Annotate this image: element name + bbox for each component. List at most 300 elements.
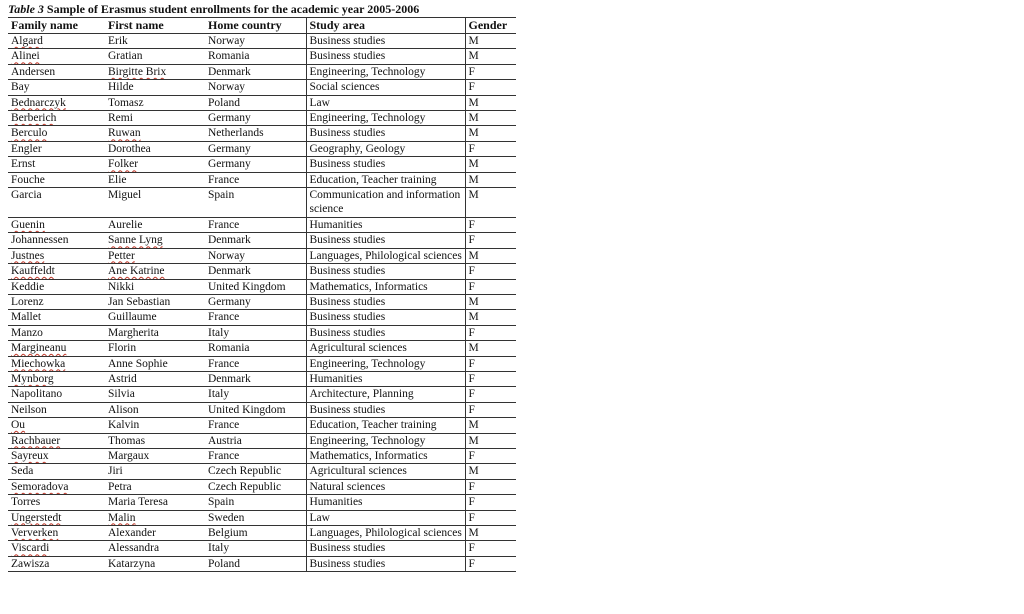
study-area-cell: [306, 294, 465, 309]
family-name-cell-text: Sayreux: [11, 449, 49, 462]
study-area-cell: [306, 556, 465, 571]
study-area-cell: [306, 188, 465, 218]
family-name-cell-text: Rachbauer: [11, 434, 61, 447]
first-name-cell: [105, 264, 205, 279]
table-row: [8, 157, 516, 172]
home-country-cell: [205, 464, 306, 479]
study-area-cell-text: Business studies: [309, 158, 386, 171]
table-row: [8, 510, 516, 525]
home-country-cell-text: Germany: [208, 142, 251, 155]
table-row: [8, 479, 516, 494]
gender-cell: [465, 264, 516, 279]
family-name-cell-text: Miechowka: [11, 357, 66, 370]
study-area-cell-text: Mathematics, Informatics: [309, 280, 428, 293]
study-area-cell: [306, 34, 465, 49]
family-name-cell: [8, 141, 105, 156]
first-name-cell: [105, 294, 205, 309]
home-country-cell-text: Poland: [208, 557, 240, 570]
table-row: [8, 111, 516, 126]
study-area-cell-text: Engineering, Technology: [309, 65, 426, 78]
gender-cell: [465, 556, 516, 571]
family-name-cell-text: Lorenz: [11, 295, 44, 308]
first-name-cell-text: Erik: [108, 35, 128, 47]
first-name-cell: [105, 217, 205, 232]
study-area-cell: [306, 479, 465, 494]
first-name-cell: [105, 356, 205, 371]
family-name-cell: [8, 510, 105, 525]
family-name-cell-text: Keddie: [11, 280, 45, 293]
family-name-cell-text: Torres: [11, 496, 41, 509]
family-name-cell: [8, 556, 105, 571]
table-row: [8, 248, 516, 263]
home-country-cell: [205, 448, 306, 463]
first-name-cell: [105, 433, 205, 448]
family-name-cell-text: Zawisza: [11, 557, 50, 570]
family-name-cell-text: Viscardi: [11, 542, 50, 555]
gender-cell: [465, 526, 516, 541]
home-country-cell: [205, 126, 306, 141]
gender-cell-text: F: [468, 403, 475, 416]
study-area-cell-text: Natural sciences: [309, 480, 386, 493]
gender-cell: [465, 141, 516, 156]
study-area-cell: [306, 448, 465, 463]
gender-cell-text: M: [468, 50, 479, 63]
family-name-cell-text: Seda: [11, 465, 34, 478]
family-name-cell: [8, 433, 105, 448]
home-country-cell: [205, 264, 306, 279]
table-row: [8, 541, 516, 556]
study-area-cell: [306, 387, 465, 402]
home-country-cell-text: Romania: [208, 50, 250, 63]
gender-cell-text: M: [468, 158, 479, 171]
study-area-cell-text: Business studies: [309, 265, 386, 278]
home-country-cell-text: Germany: [208, 295, 251, 308]
home-country-cell-text: France: [208, 173, 240, 186]
gender-cell: [465, 541, 516, 556]
home-country-cell-text: Poland: [208, 96, 240, 109]
first-name-cell: [105, 279, 205, 294]
family-name-cell-text: Bay: [11, 81, 30, 94]
gender-cell: [465, 49, 516, 64]
family-name-cell: [8, 402, 105, 417]
study-area-cell: [306, 341, 465, 356]
first-name-cell-text: Sanne Lyng: [108, 234, 163, 247]
first-name-cell: [105, 141, 205, 156]
study-area-cell: [306, 64, 465, 79]
study-area-cell: [306, 418, 465, 433]
first-name-cell-text: Jan Sebastian: [108, 295, 171, 308]
study-area-cell-text: Business studies: [309, 234, 386, 247]
gender-cell-text: M: [468, 311, 479, 324]
table-row: [8, 217, 516, 232]
first-name-cell: [105, 126, 205, 141]
study-area-cell: [306, 495, 465, 510]
study-area-cell-text: Engineering, Technology: [309, 357, 426, 370]
study-area-cell: [306, 80, 465, 95]
home-country-cell: [205, 325, 306, 340]
table-title: Sample of Erasmus student enrollments for the academic year 2005-2006: [46, 2, 420, 16]
gender-cell-text: M: [468, 35, 479, 47]
first-name-cell-text: Miguel: [108, 189, 142, 202]
document: [8, 2, 518, 572]
first-name-cell: [105, 510, 205, 525]
first-name-cell: [105, 157, 205, 172]
family-name-cell-text: Manzo: [11, 326, 43, 339]
first-name-cell-text: Ane Katrine: [108, 265, 165, 278]
gender-cell: [465, 126, 516, 141]
home-country-cell-text: France: [208, 218, 240, 231]
home-country-cell-text: Norway: [208, 249, 246, 262]
family-name-cell-text: Napolitano: [11, 388, 63, 401]
study-area-cell-text: Business studies: [309, 311, 386, 324]
gender-cell-text: F: [468, 372, 475, 385]
table-row: [8, 172, 516, 187]
family-name-cell: [8, 526, 105, 541]
first-name-cell-text: Anne Sophie: [108, 357, 168, 370]
study-area-cell-text: Mathematics, Informatics: [309, 449, 428, 462]
first-name-cell: [105, 418, 205, 433]
gender-cell: [465, 448, 516, 463]
gender-cell-text: M: [468, 127, 479, 140]
family-name-cell: [8, 371, 105, 386]
family-name-cell-text: Alinei: [11, 50, 40, 63]
gender-cell-text: M: [468, 342, 479, 355]
home-country-cell-text: Netherlands: [208, 127, 264, 140]
first-name-cell: [105, 556, 205, 571]
first-name-cell-text: Remi: [108, 112, 133, 125]
family-name-cell: [8, 172, 105, 187]
first-name-cell: [105, 80, 205, 95]
gender-cell: [465, 310, 516, 325]
home-country-cell-text: Germany: [208, 112, 251, 125]
family-name-cell: [8, 126, 105, 141]
family-name-cell: [8, 34, 105, 49]
family-name-cell: [8, 464, 105, 479]
gender-cell-text: F: [468, 388, 475, 401]
gender-cell: [465, 433, 516, 448]
family-name-cell: [8, 233, 105, 248]
first-name-cell-text: Kalvin: [108, 419, 140, 432]
table-row: [8, 188, 516, 218]
first-name-cell: [105, 310, 205, 325]
family-name-cell-text: Berculo: [11, 127, 48, 140]
study-area-cell-text: Business studies: [309, 557, 386, 570]
study-area-cell-text: Social sciences: [309, 81, 380, 94]
home-country-cell-text: United Kingdom: [208, 280, 286, 293]
study-area-cell-text: Communication and information science: [309, 189, 461, 216]
family-name-cell: [8, 325, 105, 340]
home-country-cell-text: France: [208, 311, 240, 324]
home-country-cell: [205, 233, 306, 248]
home-country-cell: [205, 248, 306, 263]
family-name-cell: [8, 495, 105, 510]
home-country-cell: [205, 49, 306, 64]
table-row: [8, 95, 516, 110]
gender-cell-text: M: [468, 96, 479, 109]
study-area-cell: [306, 126, 465, 141]
gender-cell: [465, 188, 516, 218]
first-name-cell-text: Gratian: [108, 50, 143, 63]
gender-cell-text: M: [468, 112, 479, 125]
gender-cell-text: M: [468, 419, 479, 432]
home-country-cell: [205, 64, 306, 79]
home-country-cell: [205, 34, 306, 49]
first-name-cell: [105, 325, 205, 340]
study-area-cell: [306, 356, 465, 371]
home-country-cell: [205, 526, 306, 541]
first-name-cell-text: Jiri: [108, 465, 123, 478]
first-name-cell: [105, 233, 205, 248]
first-name-cell: [105, 64, 205, 79]
table-row: [8, 141, 516, 156]
gender-cell-text: M: [468, 527, 479, 539]
gender-cell-text: F: [468, 480, 475, 493]
gender-cell-text: F: [468, 265, 475, 278]
gender-cell-text: F: [468, 542, 475, 555]
home-country-cell: [205, 541, 306, 556]
gender-cell: [465, 464, 516, 479]
first-name-cell-text: Petter: [108, 249, 135, 262]
study-area-cell-text: Agricultural sciences: [309, 342, 407, 355]
gender-cell-text: F: [468, 449, 475, 462]
table-row: [8, 448, 516, 463]
home-country-cell: [205, 80, 306, 95]
family-name-cell: [8, 294, 105, 309]
study-area-cell-text: Business studies: [309, 35, 386, 47]
study-area-cell-text: Education, Teacher training: [309, 173, 437, 186]
gender-cell: [465, 279, 516, 294]
header-study-area: Study area: [306, 18, 465, 34]
gender-cell: [465, 495, 516, 510]
family-name-cell-text: Garcia: [11, 189, 42, 202]
family-name-cell: [8, 80, 105, 95]
home-country-cell-text: Denmark: [208, 372, 251, 385]
enrollment-table: [8, 17, 516, 572]
home-country-cell: [205, 294, 306, 309]
study-area-cell-text: Humanities: [309, 372, 363, 385]
study-area-cell: [306, 371, 465, 386]
home-country-cell-text: Spain: [208, 189, 235, 202]
first-name-cell-text: Elie: [108, 173, 127, 186]
study-area-cell-text: Law: [309, 511, 330, 524]
first-name-cell-text: Alison: [108, 403, 139, 416]
table-caption: [8, 2, 518, 17]
gender-cell: [465, 387, 516, 402]
home-country-cell: [205, 418, 306, 433]
family-name-cell: [8, 341, 105, 356]
first-name-cell-text: Astrid: [108, 372, 137, 385]
gender-cell-text: F: [468, 280, 475, 293]
home-country-cell-text: Germany: [208, 158, 251, 171]
home-country-cell-text: Italy: [208, 326, 230, 339]
home-country-cell-text: France: [208, 419, 240, 432]
family-name-cell: [8, 356, 105, 371]
home-country-cell-text: Austria: [208, 434, 242, 447]
family-name-cell: [8, 264, 105, 279]
home-country-cell: [205, 157, 306, 172]
table-row: [8, 387, 516, 402]
gender-cell: [465, 294, 516, 309]
study-area-cell: [306, 233, 465, 248]
home-country-cell-text: Czech Republic: [208, 465, 282, 478]
first-name-cell: [105, 526, 205, 541]
study-area-cell-text: Humanities: [309, 496, 363, 509]
table-row: [8, 233, 516, 248]
gender-cell-text: M: [468, 173, 479, 186]
first-name-cell: [105, 371, 205, 386]
gender-cell: [465, 95, 516, 110]
home-country-cell-text: Denmark: [208, 65, 251, 78]
family-name-cell-text: Ou: [11, 419, 26, 432]
study-area-cell-text: Geography, Geology: [309, 142, 406, 155]
gender-cell-text: F: [468, 65, 475, 78]
study-area-cell: [306, 279, 465, 294]
table-body: [8, 34, 516, 572]
study-area-cell-text: Business studies: [309, 295, 386, 308]
home-country-cell-text: Italy: [208, 542, 230, 555]
family-name-cell: [8, 279, 105, 294]
study-area-cell-text: Languages, Philological sciences: [309, 527, 462, 539]
study-area-cell: [306, 325, 465, 340]
first-name-cell-text: Alexander: [108, 527, 156, 539]
study-area-cell: [306, 402, 465, 417]
gender-cell-text: M: [468, 189, 479, 202]
family-name-cell-text: Andersen: [11, 65, 56, 78]
header-family-name: Family name: [11, 18, 78, 32]
table-row: [8, 526, 516, 541]
home-country-cell: [205, 433, 306, 448]
home-country-cell: [205, 279, 306, 294]
first-name-cell: [105, 341, 205, 356]
study-area-cell: [306, 157, 465, 172]
study-area-cell-text: Business studies: [309, 50, 386, 63]
gender-cell-text: M: [468, 249, 479, 262]
study-area-cell: [306, 264, 465, 279]
home-country-cell: [205, 387, 306, 402]
gender-cell: [465, 233, 516, 248]
gender-cell: [465, 356, 516, 371]
study-area-cell-text: Business studies: [309, 326, 386, 339]
home-country-cell-text: Czech Republic: [208, 480, 282, 493]
home-country-cell: [205, 310, 306, 325]
first-name-cell: [105, 479, 205, 494]
gender-cell-text: F: [468, 234, 475, 247]
gender-cell: [465, 217, 516, 232]
home-country-cell: [205, 95, 306, 110]
first-name-cell-text: Malin: [108, 511, 136, 524]
study-area-cell-text: Engineering, Technology: [309, 434, 426, 447]
table-number: Table 3: [8, 2, 44, 16]
first-name-cell-text: Aurelie: [108, 218, 143, 231]
family-name-cell-text: Mynborg: [11, 372, 54, 385]
study-area-cell: [306, 111, 465, 126]
home-country-cell-text: Italy: [208, 388, 230, 401]
family-name-cell: [8, 387, 105, 402]
study-area-cell: [306, 172, 465, 187]
first-name-cell: [105, 387, 205, 402]
family-name-cell-text: Justnes: [11, 249, 45, 262]
first-name-cell: [105, 448, 205, 463]
home-country-cell-text: France: [208, 449, 240, 462]
table-row: [8, 279, 516, 294]
family-name-cell-text: Berberich: [11, 112, 57, 125]
gender-cell: [465, 172, 516, 187]
first-name-cell-text: Guillaume: [108, 311, 157, 324]
family-name-cell-text: Ernst: [11, 158, 36, 171]
study-area-cell: [306, 95, 465, 110]
header-home-country: Home country: [208, 18, 282, 32]
table-row: [8, 418, 516, 433]
family-name-cell: [8, 541, 105, 556]
first-name-cell-text: Tomasz: [108, 96, 144, 109]
home-country-cell-text: Denmark: [208, 265, 251, 278]
family-name-cell: [8, 157, 105, 172]
gender-cell: [465, 402, 516, 417]
study-area-cell-text: Agricultural sciences: [309, 465, 407, 478]
home-country-cell-text: Norway: [208, 35, 246, 47]
gender-cell-text: F: [468, 326, 475, 339]
gender-cell: [465, 64, 516, 79]
family-name-cell-text: Ververken: [11, 527, 59, 539]
home-country-cell: [205, 188, 306, 218]
family-name-cell-text: Algard: [11, 35, 43, 47]
gender-cell-text: M: [468, 434, 479, 447]
first-name-cell-text: Folker: [108, 158, 139, 171]
header-first-name: First name: [108, 18, 164, 32]
home-country-cell-text: Denmark: [208, 234, 251, 247]
table-row: [8, 356, 516, 371]
table-row: [8, 464, 516, 479]
family-name-cell-text: Margineanu: [11, 342, 67, 355]
header-row: [8, 18, 516, 34]
first-name-cell-text: Thomas: [108, 434, 146, 447]
family-name-cell: [8, 448, 105, 463]
first-name-cell-text: Florin: [108, 342, 137, 355]
gender-cell: [465, 325, 516, 340]
home-country-cell-text: Romania: [208, 342, 250, 355]
study-area-cell-text: Education, Teacher training: [309, 419, 437, 432]
family-name-cell: [8, 479, 105, 494]
gender-cell: [465, 341, 516, 356]
gender-cell: [465, 371, 516, 386]
home-country-cell: [205, 111, 306, 126]
first-name-cell-text: Maria Teresa: [108, 496, 168, 509]
first-name-cell-text: Ruwan: [108, 127, 141, 140]
table-row: [8, 402, 516, 417]
first-name-cell: [105, 248, 205, 263]
study-area-cell: [306, 526, 465, 541]
first-name-cell: [105, 188, 205, 218]
family-name-cell-text: Neilson: [11, 403, 47, 416]
gender-cell-text: M: [468, 295, 479, 308]
gender-cell-text: F: [468, 496, 475, 509]
gender-cell: [465, 80, 516, 95]
table-row: [8, 310, 516, 325]
gender-cell: [465, 479, 516, 494]
home-country-cell-text: Belgium: [208, 527, 248, 539]
first-name-cell: [105, 111, 205, 126]
gender-cell-text: F: [468, 142, 475, 155]
first-name-cell-text: Silvia: [108, 388, 135, 401]
study-area-cell-text: Engineering, Technology: [309, 112, 426, 125]
home-country-cell: [205, 479, 306, 494]
first-name-cell: [105, 49, 205, 64]
home-country-cell: [205, 495, 306, 510]
study-area-cell: [306, 248, 465, 263]
study-area-cell: [306, 510, 465, 525]
first-name-cell: [105, 464, 205, 479]
study-area-cell: [306, 49, 465, 64]
